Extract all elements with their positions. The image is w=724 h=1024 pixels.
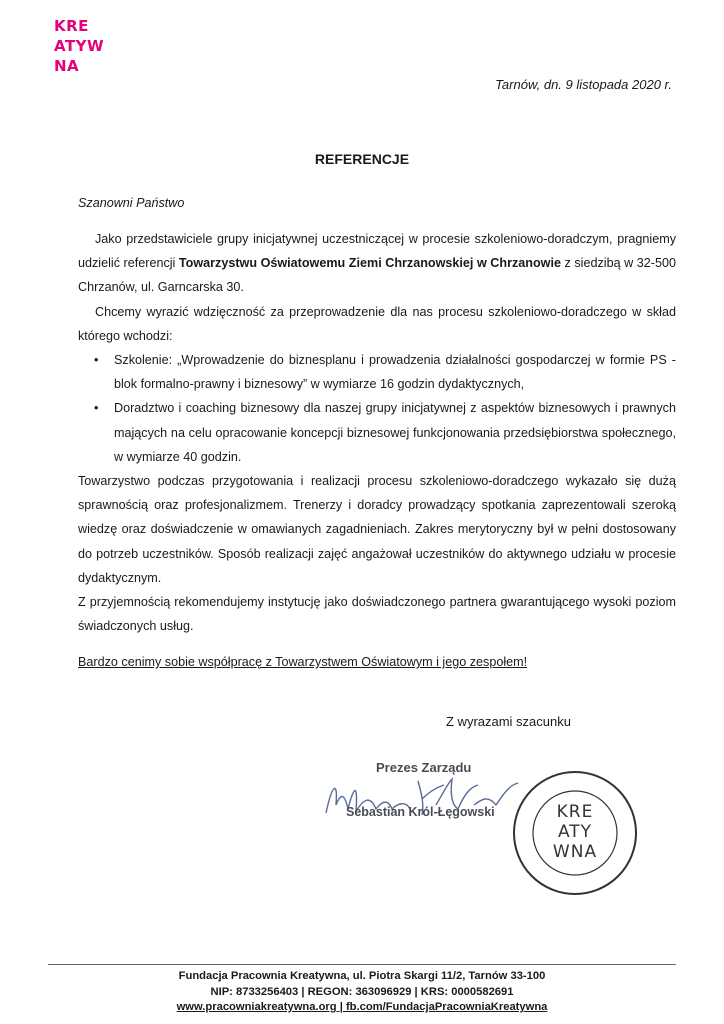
list-item-coaching: • Doradztwo i coaching biznesowy dla naszej grupy inicjatywnej z aspektów biznesowych i prawnych mających na celu opracowanie koncepcji biznesowej funkcjonowania przedsiębiorstwa społecznego, w wymiarze 40 godzin. xyxy=(94,396,676,469)
list-item-training: • Szkolenie: „Wprowadzenie do biznesplanu i prowadzenia działalności gospodarczej w formie PS -blok formalno-prawny i biznesowy” w wymiarze 16 godzin dydaktycznych, xyxy=(94,348,676,396)
stamp-center-line-3: WNA xyxy=(552,842,598,862)
salutation: Szanowni Państwo xyxy=(78,196,185,210)
document-title: REFERENCJE xyxy=(314,151,410,167)
intro-text-after: z siedzibą w 32-500 Chrzanów, ul. Garncarska 30. xyxy=(78,256,676,295)
letter-date: Tarnów, dn. 9 listopada 2020 r. xyxy=(495,77,672,92)
footer-address: Fundacja Pracownia Kreatywna, ul. Piotra Skargi 11/2, Tarnów 33-100 xyxy=(178,970,546,982)
stamp-center-line-2: ATY xyxy=(557,822,593,842)
footer-divider xyxy=(48,964,676,965)
signature-block xyxy=(318,755,518,835)
services-list xyxy=(94,348,676,469)
letter-body xyxy=(78,227,676,638)
stamp-center-line-1: KRE xyxy=(556,802,594,822)
paragraph-recommendation: Z przyjemnością rekomendujemy instytucję jako doświadczonego partnera gwarantującego wysoki poziom świadczonych usług. xyxy=(78,595,676,634)
logo-line-2: ATYW xyxy=(54,37,105,55)
closing-phrase: Z wyrazami szacunku xyxy=(446,714,571,729)
footer-registry: NIP: 8733256403 | REGON: 363096929 | KRS: 0000582691 xyxy=(210,985,514,998)
organization-name: Towarzystwu Oświatowemu Ziemi Chrzanowskiej w Chrzanowie xyxy=(178,256,561,271)
logo-line-3: NA xyxy=(54,57,80,75)
signatory-name: Sebastian Król-Łęgowski xyxy=(346,805,495,819)
paragraph-introduction xyxy=(78,227,676,300)
closing-statement: Bardzo cenimy sobie współpracę z Towarzystwem Oświatowym i jego zespołem! xyxy=(78,655,528,669)
footer-links[interactable]: www.pracowniakreatywna.org | fb.com/FundacjaPracowniaKreatywna xyxy=(176,1001,548,1013)
organization-stamp xyxy=(510,767,640,899)
paragraph-evaluation: Towarzystwo podczas przygotowania i realizacji procesu szkoleniowo-doradczego wykazało się dużą sprawnością oraz profesjonalizmem. Trenerzy i doradcy prowadzący spotkania zaprezentowali szeroką wiedzę oraz doświadczenie w omawianych zagadnieniach. Zakres merytoryczny był w pełni dostosowany do potrzeb uczestników. Sposób realizacji zajęć angażował uczestników do aktywnego udziału w procesie dydaktycznym. xyxy=(78,474,676,585)
signatory-role: Prezes Zarządu xyxy=(376,760,472,775)
paragraph-gratitude: Chcemy wyrazić wdzięczność za przeprowadzenie dla nas procesu szkoleniowo-doradczego w skład którego wchodzi: xyxy=(78,304,676,343)
logo-line-1: KRE xyxy=(54,17,89,35)
kreatywna-logo xyxy=(54,16,105,78)
footer xyxy=(0,969,724,1016)
intro-text-before: Jako przedstawiciele grupy inicjatywnej uczestniczącej w procesie szkoleniowo-doradczym, pragniemy udzielić referencji xyxy=(78,232,676,271)
